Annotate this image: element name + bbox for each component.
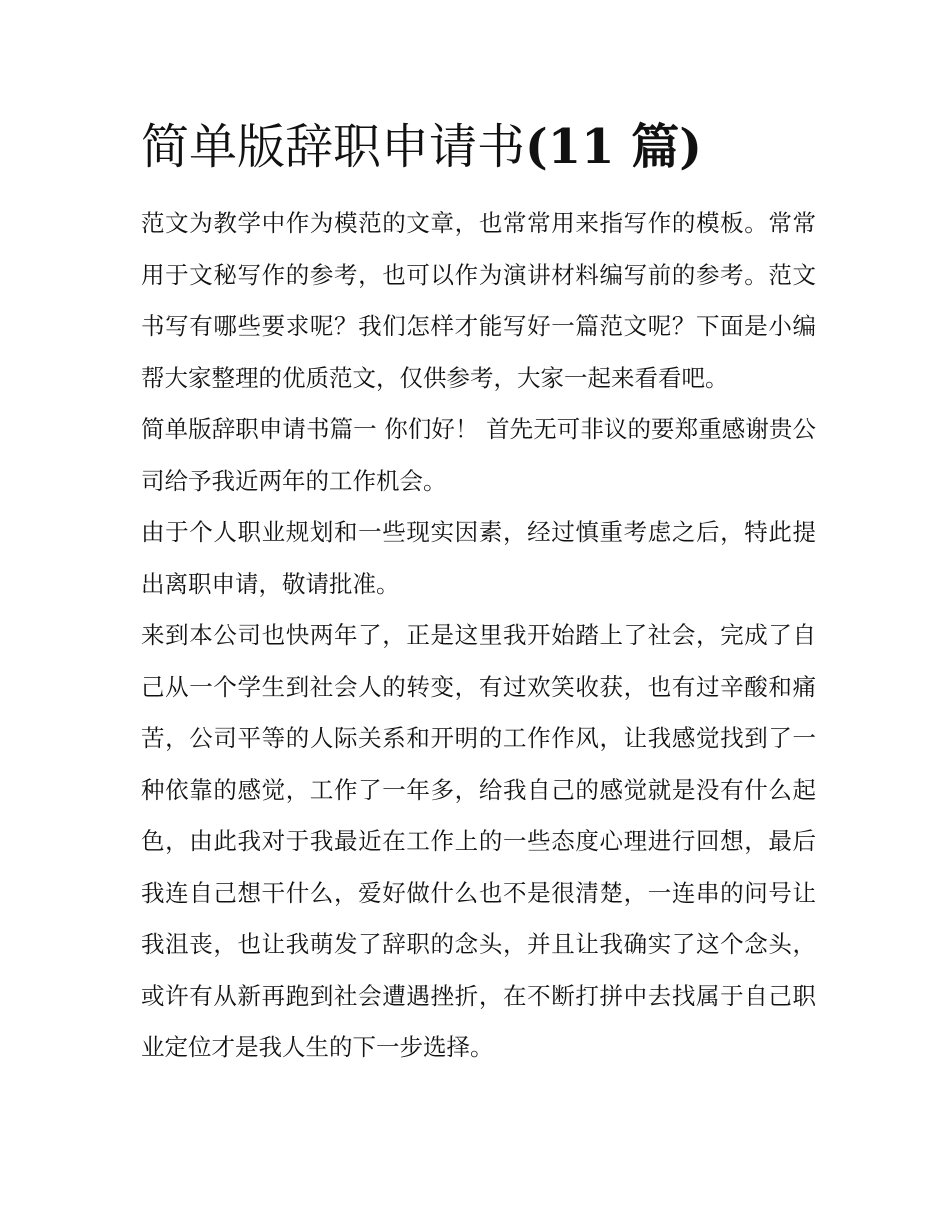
paragraph-experience: 来到本公司也快两年了，正是这里我开始踏上了社会，完成了自己从一个学生到社会人的转变，有过欢笑收获，也有过辛酸和痛苦，公司平等的人际关系和开明的工作作风，让我感觉找到了一种依靠的感觉，工作了一年多，给我自己的感觉就是没有什么起色，由此我对于我最近在工作上的一些态度心理进行回想，最后我连自己想干什么，爱好做什么也不是很清楚，一连串的问号让我沮丧，也让我萌发了辞职的念头，并且让我确实了这个念头，或许有从新再跑到社会遭遇挫折，在不断打拼中去找属于自己职业定位才是我人生的下一步选择。 bbox=[141, 621, 816, 1061]
paragraph-greeting: 简单版辞职申请书篇一 你们好！ 首先无可非议的要郑重感谢贵公司给予我近两年的工作机会。 bbox=[141, 415, 816, 495]
document-body bbox=[141, 112, 816, 1074]
document-title bbox=[141, 112, 816, 182]
intro-paragraph: 范文为教学中作为模范的文章，也常常用来指写作的模板。常常用于文秘写作的参考，也可以作为演讲材料编写前的参考。范文书写有哪些要求呢？我们怎样才能写好一篇范文呢？下面是小编帮大家整理的优质范文，仅供参考，大家一起来看看吧。 bbox=[141, 209, 816, 392]
paragraph-reason: 由于个人职业规划和一些现实因素，经过慎重考虑之后，特此提出离职申请，敬请批准。 bbox=[141, 518, 816, 598]
title-text: 简单版辞职申请书 bbox=[141, 119, 526, 175]
title-count: (11 篇) bbox=[525, 119, 702, 175]
